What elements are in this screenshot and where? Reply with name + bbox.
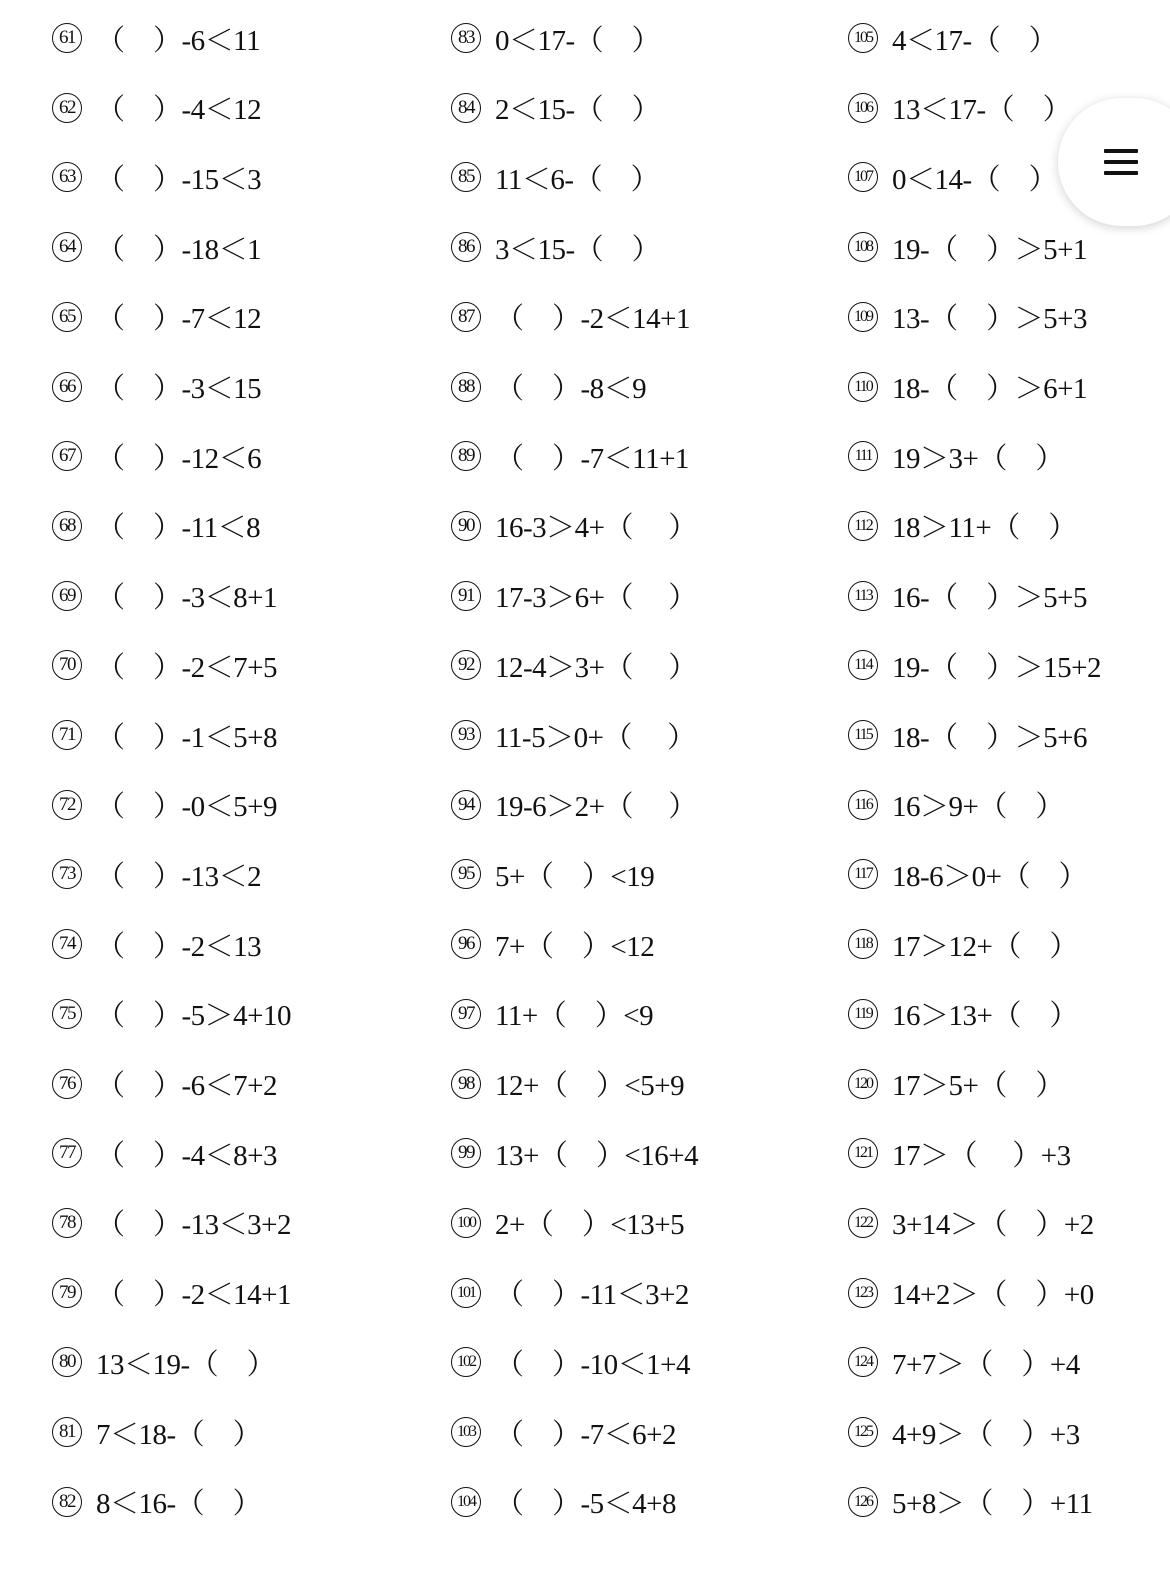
problem-number: 76 <box>52 1069 82 1099</box>
problem-expression: 17＞5+（ ） <box>892 1070 1064 1102</box>
problem-number: 123 <box>848 1278 878 1308</box>
problem-number: 101 <box>451 1278 481 1308</box>
problem-number: 81 <box>52 1417 82 1447</box>
problem-item <box>848 854 1087 894</box>
problem-number: 85 <box>451 162 481 192</box>
problem-expression: 3＜15-（ ） <box>495 233 661 266</box>
problem-item <box>848 576 1087 616</box>
problem-number: 69 <box>52 581 82 611</box>
hamburger-menu-icon <box>1104 149 1138 175</box>
problem-expression: （ ）-18＜1 <box>96 233 262 266</box>
problem-expression: （ ）-3＜15 <box>96 373 262 405</box>
problem-number: 90 <box>451 511 481 541</box>
problem-expression: （ ）-0＜5+9 <box>96 791 278 824</box>
problem-expression: 4+9＞（ ）+3 <box>892 1418 1080 1451</box>
problem-number: 66 <box>52 372 82 402</box>
problem-expression: （ ）-7＜12 <box>96 303 262 336</box>
problem-number: 110 <box>848 372 878 402</box>
problem-item <box>848 18 1057 58</box>
problem-item <box>451 157 659 197</box>
problem-number: 71 <box>52 720 82 750</box>
problem-item <box>848 1203 1094 1243</box>
problem-number: 104 <box>451 1487 481 1517</box>
problem-item <box>848 994 1078 1034</box>
problem-item <box>848 715 1087 755</box>
problem-expression: （ ）-11＜3+2 <box>495 1279 689 1312</box>
problem-item <box>848 367 1087 407</box>
problem-item <box>451 436 689 476</box>
problem-expression: 18-6＞0+（ ） <box>892 860 1088 893</box>
problem-expression: （ ）-4＜12 <box>96 94 262 127</box>
problem-expression: （ ）-1＜5+8 <box>96 721 278 754</box>
problem-item <box>52 157 261 197</box>
problem-number: 108 <box>848 232 878 262</box>
problem-number: 98 <box>451 1069 481 1099</box>
problem-expression: 4＜17-（ ） <box>892 24 1058 57</box>
problem-number: 119 <box>848 999 878 1029</box>
problem-item <box>451 18 660 58</box>
problem-item <box>451 297 690 337</box>
problem-number: 67 <box>52 441 82 471</box>
problem-item <box>848 88 1071 128</box>
problem-item <box>52 506 260 546</box>
problem-item <box>451 924 654 964</box>
problem-number: 125 <box>848 1417 878 1447</box>
problem-expression: （ ）-3＜8+1 <box>96 582 278 615</box>
problem-number: 126 <box>848 1487 878 1517</box>
problem-number: 63 <box>52 162 82 192</box>
problem-number: 118 <box>848 929 878 959</box>
problem-item <box>451 576 697 616</box>
problem-item <box>848 785 1064 825</box>
problem-number: 111 <box>848 441 878 471</box>
problem-expression: 7+7＞（ ）+4 <box>892 1348 1080 1381</box>
problem-number: 65 <box>52 302 82 332</box>
problem-number: 88 <box>451 372 481 402</box>
problem-expression: 3+14＞（ ）+2 <box>892 1209 1094 1242</box>
problem-expression: 2+（ ）<13+5 <box>495 1209 685 1242</box>
problem-number: 109 <box>848 302 878 332</box>
problem-item <box>52 994 291 1034</box>
problem-number: 77 <box>52 1138 82 1168</box>
problem-item <box>52 1412 261 1452</box>
problem-number: 106 <box>848 93 878 123</box>
problem-item <box>451 227 660 267</box>
problem-item <box>848 506 1077 546</box>
problem-item <box>451 88 660 128</box>
problem-item <box>451 367 646 407</box>
problem-expression: 19-（ ）＞5+1 <box>892 233 1088 266</box>
problem-number: 64 <box>52 232 82 262</box>
problem-item <box>451 994 653 1034</box>
problem-expression: 16-3＞4+（ ） <box>495 512 697 545</box>
problem-expression: 19＞3+（ ） <box>892 442 1064 475</box>
problem-expression: 12+（ ）<5+9 <box>495 1070 685 1102</box>
problem-item <box>848 1342 1080 1382</box>
problem-item <box>451 1133 698 1173</box>
problem-number: 72 <box>52 790 82 820</box>
problem-number: 70 <box>52 650 82 680</box>
problem-expression: （ ）-13＜2 <box>96 860 262 893</box>
problem-number: 75 <box>52 999 82 1029</box>
problem-expression: （ ）-4＜8+3 <box>96 1139 278 1172</box>
problem-number: 80 <box>52 1347 82 1377</box>
problem-number: 83 <box>451 23 481 53</box>
problem-number: 92 <box>451 650 481 680</box>
problem-expression: 14+2＞（ ）+0 <box>892 1279 1094 1312</box>
problem-expression: 17-3＞6+（ ） <box>495 582 697 615</box>
problem-expression: 16＞9+（ ） <box>892 791 1064 824</box>
problem-item <box>848 1273 1094 1313</box>
problem-expression: 0＜17-（ ） <box>495 24 661 57</box>
problem-expression: 16＞13+（ ） <box>892 1000 1078 1033</box>
problem-expression: （ ）-5＞4+10 <box>96 1000 292 1033</box>
problem-item <box>848 227 1087 267</box>
problem-expression: （ ）-2＜14+1 <box>96 1279 292 1312</box>
problem-item <box>52 1203 291 1243</box>
problem-number: 62 <box>52 93 82 123</box>
problem-expression: 13＜17-（ ） <box>892 94 1072 127</box>
problem-expression: （ ）-2＜14+1 <box>495 303 691 336</box>
problem-number: 86 <box>451 232 481 262</box>
problem-number: 99 <box>451 1138 481 1168</box>
problem-number: 79 <box>52 1278 82 1308</box>
problem-item <box>52 1064 277 1104</box>
problem-expression: 11+（ ）<9 <box>495 1000 654 1033</box>
problem-number: 61 <box>52 23 82 53</box>
problem-item <box>451 1064 684 1104</box>
problem-expression: 2＜15-（ ） <box>495 94 661 127</box>
problem-item <box>451 506 697 546</box>
problem-item <box>848 297 1087 337</box>
problem-expression: 5+8＞（ ）+11 <box>892 1488 1093 1521</box>
problem-item <box>52 924 261 964</box>
problem-item <box>52 18 260 58</box>
problem-expression: 7+（ ）<12 <box>495 930 655 963</box>
problem-number: 124 <box>848 1347 878 1377</box>
problem-expression: （ ）-2＜7+5 <box>96 651 278 684</box>
problem-item <box>451 1412 676 1452</box>
problem-expression: （ ）-12＜6 <box>96 442 262 475</box>
problem-expression: 19-6＞2+（ ） <box>495 791 697 824</box>
problem-number: 84 <box>451 93 481 123</box>
problem-expression: 13＜19-（ ） <box>96 1348 276 1381</box>
problem-expression: 17＞（ ）+3 <box>892 1139 1071 1172</box>
problem-number: 121 <box>848 1138 878 1168</box>
problem-number: 120 <box>848 1069 878 1099</box>
problem-number: 91 <box>451 581 481 611</box>
problem-item <box>52 1342 275 1382</box>
problem-expression: 0＜14-（ ） <box>892 163 1058 196</box>
problem-number: 115 <box>848 720 878 750</box>
problem-expression: （ ）-5＜4+8 <box>495 1488 677 1521</box>
problem-item <box>52 436 261 476</box>
problem-expression: 18-（ ）＞6+1 <box>892 373 1088 405</box>
problem-item <box>848 645 1101 685</box>
problem-expression: 11-5＞0+（ ） <box>495 721 696 754</box>
problem-item <box>52 1273 291 1313</box>
problem-expression: 18-（ ）＞5+6 <box>892 721 1088 754</box>
problem-number: 94 <box>451 790 481 820</box>
problem-item <box>52 785 277 825</box>
problem-item <box>451 645 697 685</box>
problem-expression: （ ）-11＜8 <box>96 512 261 545</box>
problem-expression: （ ）-10＜1+4 <box>495 1348 691 1381</box>
problem-item <box>848 1482 1093 1522</box>
problem-item <box>451 1273 689 1313</box>
problem-number: 102 <box>451 1347 481 1377</box>
problem-item <box>52 297 261 337</box>
problem-number: 117 <box>848 859 878 889</box>
problem-number: 114 <box>848 650 878 680</box>
problem-number: 96 <box>451 929 481 959</box>
problem-number: 93 <box>451 720 481 750</box>
problem-expression: 13+（ ）<16+4 <box>495 1139 699 1172</box>
problem-item <box>451 1203 684 1243</box>
problem-number: 113 <box>848 581 878 611</box>
problem-expression: 18＞11+（ ） <box>892 512 1077 545</box>
problem-number: 78 <box>52 1208 82 1238</box>
problem-item <box>451 1482 676 1522</box>
problem-expression: 12-4＞3+（ ） <box>495 651 697 684</box>
problem-number: 122 <box>848 1208 878 1238</box>
problem-number: 116 <box>848 790 878 820</box>
problem-item <box>52 1133 277 1173</box>
problem-number: 89 <box>451 441 481 471</box>
problem-number: 112 <box>848 511 878 541</box>
problem-item <box>52 367 261 407</box>
problem-expression: （ ）-6＜7+2 <box>96 1070 278 1102</box>
problem-number: 105 <box>848 23 878 53</box>
problem-item <box>52 576 277 616</box>
problem-item <box>451 854 654 894</box>
problem-expression: 16-（ ）＞5+5 <box>892 582 1088 615</box>
problem-item <box>848 924 1078 964</box>
problem-expression: （ ）-6＜11 <box>96 24 261 57</box>
problem-expression: 11＜6-（ ） <box>495 163 660 196</box>
problem-expression: 5+（ ）<19 <box>495 860 655 893</box>
problem-number: 100 <box>451 1208 481 1238</box>
problem-item <box>52 227 261 267</box>
problem-number: 97 <box>451 999 481 1029</box>
problem-expression: 13-（ ）＞5+3 <box>892 303 1088 336</box>
problem-expression: （ ）-7＜11+1 <box>495 442 689 475</box>
problem-expression: （ ）-2＜13 <box>96 930 262 963</box>
problem-item <box>848 436 1064 476</box>
problem-number: 73 <box>52 859 82 889</box>
problem-item <box>848 1412 1080 1452</box>
problem-number: 74 <box>52 929 82 959</box>
problem-number: 68 <box>52 511 82 541</box>
problem-item <box>451 1342 690 1382</box>
problem-item <box>52 88 261 128</box>
problem-number: 95 <box>451 859 481 889</box>
problem-item <box>52 854 261 894</box>
problem-number: 107 <box>848 162 878 192</box>
problem-expression: （ ）-13＜3+2 <box>96 1209 292 1242</box>
problem-expression: （ ）-15＜3 <box>96 163 262 196</box>
problem-expression: 7＜18-（ ） <box>96 1418 262 1451</box>
problem-item <box>451 785 697 825</box>
problem-expression: 17＞12+（ ） <box>892 930 1078 963</box>
menu-button[interactable] <box>1058 98 1170 226</box>
problem-item <box>52 715 277 755</box>
problem-number: 87 <box>451 302 481 332</box>
problem-item <box>848 1133 1071 1173</box>
problem-expression: （ ）-8＜9 <box>495 373 647 405</box>
problem-number: 82 <box>52 1487 82 1517</box>
problem-expression: 19-（ ）＞15+2 <box>892 651 1102 684</box>
problem-expression: 8＜16-（ ） <box>96 1488 262 1521</box>
problem-item <box>52 1482 261 1522</box>
problem-item <box>848 1064 1064 1104</box>
problem-item <box>848 157 1057 197</box>
problem-item <box>451 715 696 755</box>
problem-expression: （ ）-7＜6+2 <box>495 1418 677 1451</box>
problem-item <box>52 645 277 685</box>
problem-number: 103 <box>451 1417 481 1447</box>
